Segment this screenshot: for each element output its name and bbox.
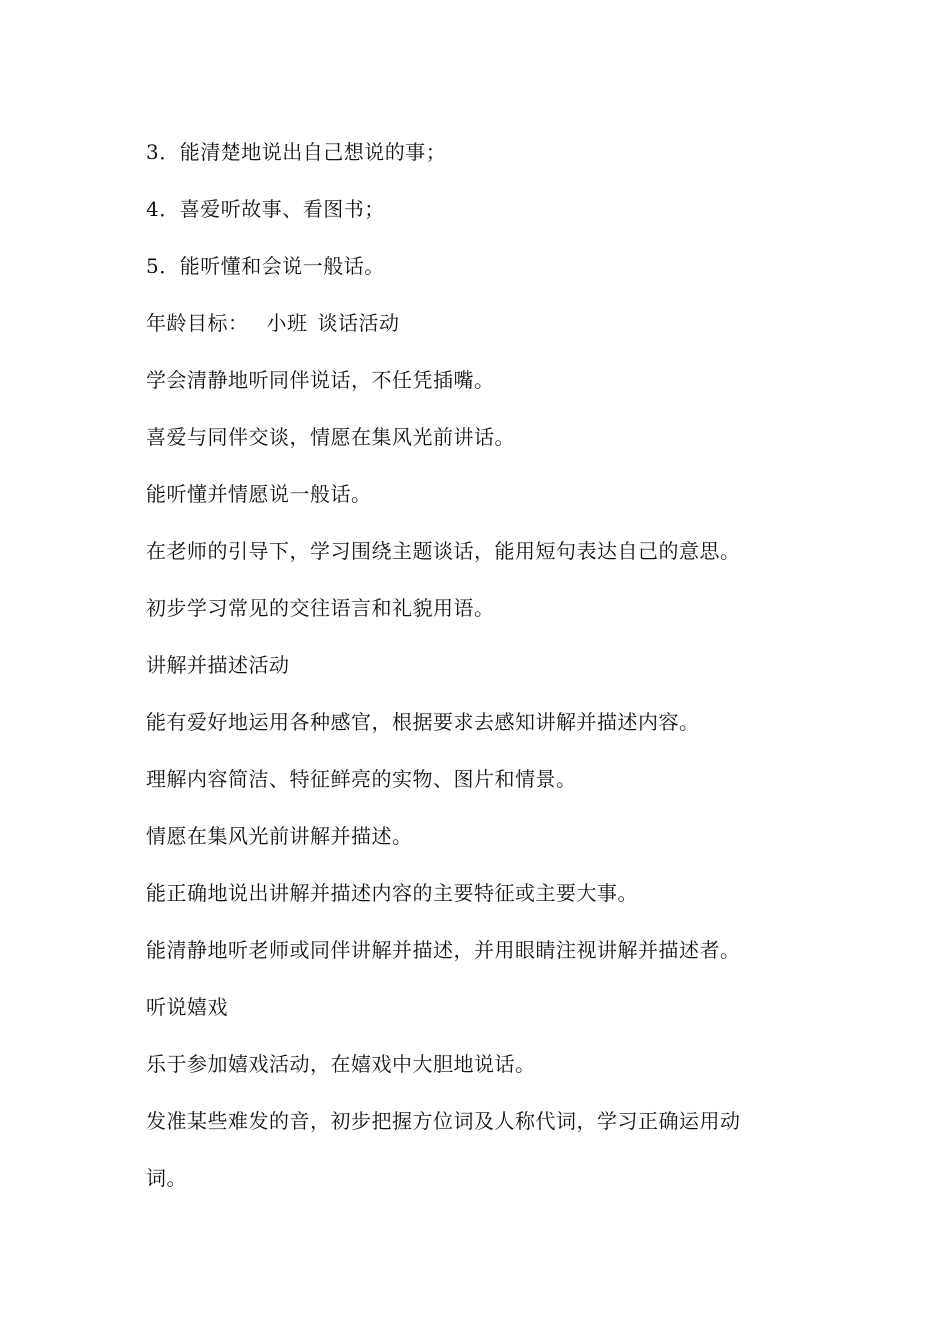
age-goal-group: 小班: [266, 311, 308, 335]
document-body: [146, 138, 816, 1221]
game-item-line-2: 词。: [146, 1166, 187, 1190]
describe-activity-heading: 讲解并描述活动: [146, 653, 290, 677]
game-heading: 听说嬉戏: [146, 995, 228, 1019]
goal-item-3: 3．能清楚地说出自己想说的事；: [146, 140, 447, 164]
age-goal-activity: 谈话活动: [317, 311, 400, 335]
describe-item: 能正确地说出讲解并描述内容的主要特征或主要大事。: [146, 881, 638, 905]
describe-item: 情愿在集风光前讲解并描述。: [146, 824, 413, 848]
talk-item: 学会清静地听同伴说话，不任凭插嘴。: [146, 368, 495, 392]
talk-item: 能听懂并情愿说一般话。: [146, 482, 372, 506]
age-goal-heading: [146, 309, 816, 337]
game-item-line-1: 发准某些难发的音，初步把握方位词及人称代词，学习正确运用动: [146, 1109, 741, 1133]
age-goal-label: 年龄目标：: [146, 311, 249, 335]
talk-item: 喜爱与同伴交谈，情愿在集风光前讲话。: [146, 425, 515, 449]
goal-item-5: 5．能听懂和会说一般话。: [146, 254, 385, 278]
describe-item: 能有爱好地运用各种感官，根据要求去感知讲解并描述内容。: [146, 710, 700, 734]
goal-item-4: 4．喜爱听故事、看图书；: [146, 197, 385, 221]
describe-item: 理解内容简洁、特征鲜亮的实物、图片和情景。: [146, 767, 577, 791]
game-item: 乐于参加嬉戏活动，在嬉戏中大胆地说话。: [146, 1052, 536, 1076]
talk-item: 初步学习常见的交往语言和礼貌用语。: [146, 596, 495, 620]
game-item-wrapped: [146, 1107, 816, 1192]
talk-item: 在老师的引导下，学习围绕主题谈话，能用短句表达自己的意思。: [146, 539, 741, 563]
describe-item: 能清静地听老师或同伴讲解并描述，并用眼睛注视讲解并描述者。: [146, 938, 741, 962]
